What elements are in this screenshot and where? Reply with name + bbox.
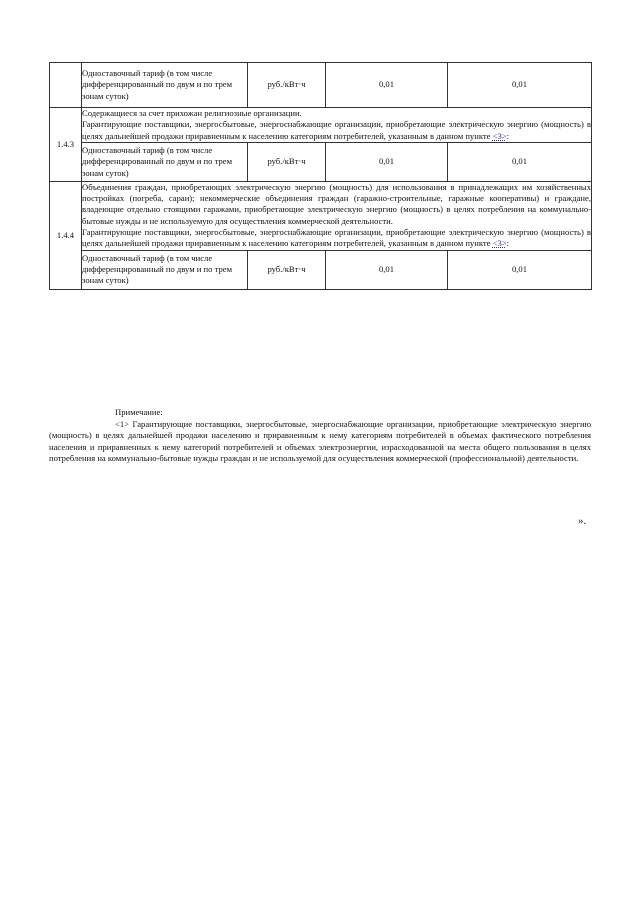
value-cell: 0,01	[448, 63, 592, 108]
value-cell: 0,01	[448, 250, 592, 289]
unit-cell: руб./кВт·ч	[248, 142, 326, 181]
note-text: <1> Гарантирующие поставщики, энергосбытовые, энергоснабжающие организации, приобретающие электрическую энергию (мощность) в целях дальнейшей продажи населению и приравненным к нему категориям потребителей в объемах фактического потребления населения и приравненных к нему категорий потребителей и объемах электроэнергии, израсходованной на места общего пользования в целях потребления на коммунально-бытовые нужды граждан и не используемой для осуществления коммерческой (профессиональной) деятельности.	[49, 418, 591, 464]
section-paragraph: Объединения граждан, приобретающих электрическую энергию (мощность) для использования в принадлежащих им хозяйственных постройках (погреба, сараи); некоммерческие объединения граждан (гаражно-строительные, гаражные кооперативы) и граждане, владеющие отдельно стоящими гаражами, приобретающие электрическую энергию (мощность) в целях потребления на коммунально-бытовые нужды и не используемую для осуществления коммерческой деятельности.	[82, 181, 591, 226]
section-text: Гарантирующие поставщики, энергосбытовые, энергоснабжающие организации, приобретающие электрическую энергию (мощность) в целях дальнейшей продажи приравненным к населению категориям потребителей, указанным в данном пункте <3>:	[82, 119, 591, 141]
table-row	[50, 250, 592, 289]
value-cell: 0,01	[448, 142, 592, 181]
tariff-name: Одноставочный тариф (в том числе дифференцированный по двум и по трем зонам суток)	[82, 250, 248, 289]
table-row	[50, 142, 592, 181]
table-row	[50, 63, 592, 108]
footnote-link[interactable]: <3>	[492, 238, 507, 249]
table-row	[50, 181, 592, 250]
table-row	[50, 108, 592, 143]
note-title: Примечание:	[115, 407, 163, 417]
tariff-table	[49, 62, 592, 290]
section-heading: Содержащиеся за счет прихожан религиозные организации.	[82, 108, 302, 118]
unit-cell: руб./кВт·ч	[248, 63, 326, 108]
value-cell: 0,01	[326, 142, 448, 181]
value-cell: 0,01	[326, 63, 448, 108]
unit-cell: руб./кВт·ч	[248, 250, 326, 289]
tariff-name: Одноставочный тариф (в том числе дифференцированный по двум и по трем зонам суток)	[82, 63, 248, 108]
row-number-empty	[50, 63, 82, 108]
note-block	[49, 407, 591, 465]
section-description	[82, 181, 592, 250]
row-number: 1.4.3	[50, 108, 82, 182]
tariff-page	[49, 62, 591, 290]
footnote-link[interactable]: <3>	[492, 130, 507, 141]
value-cell: 0,01	[326, 250, 448, 289]
section-text: Гарантирующие поставщики, энергосбытовые, энергоснабжающие организации, приобретающие электрическую энергию (мощность) в целях дальнейшей продажи приравненным к населению категориям потребителей, указанным в данном пункте <3>:	[82, 227, 591, 249]
section-description	[82, 108, 592, 143]
row-number: 1.4.4	[50, 181, 82, 289]
closing-quote: ».	[578, 515, 587, 527]
tariff-name: Одноставочный тариф (в том числе дифференцированный по двум и по трем зонам суток)	[82, 142, 248, 181]
